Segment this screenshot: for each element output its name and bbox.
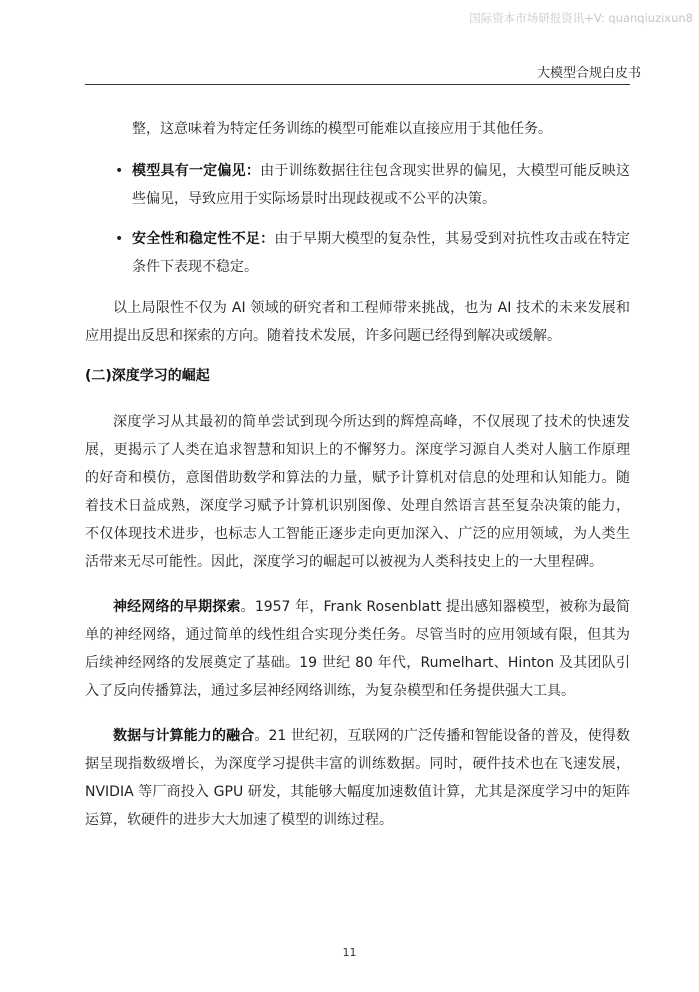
page-body (85, 115, 630, 834)
page-number: 11 (342, 946, 357, 959)
section-heading: (二)深度学习的崛起 (85, 368, 210, 384)
paragraph-lead: 神经网络的早期探索 (113, 599, 241, 615)
bullet-text: 由于早期大模型的复杂性，其易受到对抗性攻击或在特定条件下表现不稳定。 (132, 231, 631, 275)
intro-paragraph: 深度学习从其最初的简单尝试到现今所达到的辉煌高峰，不仅展现了技术的快速发展，更揭示了人类在追求智慧和知识上的不懈努力。深度学习源自人类对人脑工作原理的好奇和模仿，意图借助数学和算法的力量，赋予计算机对信息的处理和认知能力。随着技术日益成熟，深度学习赋予计算机识别图像、处理自然语言甚至复杂决策的能力，不仅体现技术进步，也标志人工智能正逐步走向更加深入、广泛的应用领域，为人类生活带来无尽可能性。因此，深度学习的崛起可以被视为人类科技史上的一大里程碑。 (85, 414, 630, 570)
bullet-dot-icon: • (115, 163, 124, 179)
bullet-term: 安全性和稳定性不足： (132, 231, 275, 247)
data-compute-paragraph (85, 722, 630, 834)
watermark-text: 国际资本市场研报资讯+V: quanqiuzixun8 (469, 11, 693, 25)
bullet-item-safety (85, 225, 630, 281)
bullet-item-bias (85, 157, 630, 213)
paragraph-text: 。1957 年，Frank Rosenblatt 提出感知器模型，被称为最简单的神经网络，通过简单的线性组合实现分类任务。尽管当时的应用领域有限，但其为后续神经网络的发展奠定了基础。19 世纪 80 年代，Rumelhart、Hinton 及其团队引入了反向传播算法，通过多层神经网络训练，为复杂模型和任务提供强大工具。 (85, 599, 631, 699)
bullet-dot-icon: • (115, 231, 124, 247)
summary-paragraph: 以上局限性不仅为 AI 领域的研究者和工程师带来挑战，也为 AI 技术的未来发展和应用提出反思和探索的方向。随着技术发展，许多问题已经得到解决或缓解。 (85, 300, 630, 344)
early-exploration-paragraph (85, 593, 630, 705)
header-divider (85, 84, 630, 85)
document-header-title: 大模型合规白皮书 (536, 66, 641, 81)
bullet-term: 模型具有一定偏见： (132, 163, 261, 179)
bullet-continuation: 整，这意味着为特定任务训练的模型可能难以直接应用于其他任务。 (132, 121, 552, 137)
paragraph-lead: 数据与计算能力的融合 (113, 728, 255, 744)
bullet-text: 由于训练数据往往包含现实世界的偏见，大模型可能反映这些偏见，导致应用于实际场景时出现歧视或不公平的决策。 (132, 163, 631, 207)
paragraph-text: 。21 世纪初，互联网的广泛传播和智能设备的普及，使得数据呈现指数级增长，为深度学习提供丰富的训练数据。同时，硬件技术也在飞速发展，NVIDIA 等厂商投入 GPU 研发，其能够大幅度加速数值计算，尤其是深度学习中的矩阵运算，软硬件的进步大大加速了模型的训练过程。 (85, 728, 631, 828)
